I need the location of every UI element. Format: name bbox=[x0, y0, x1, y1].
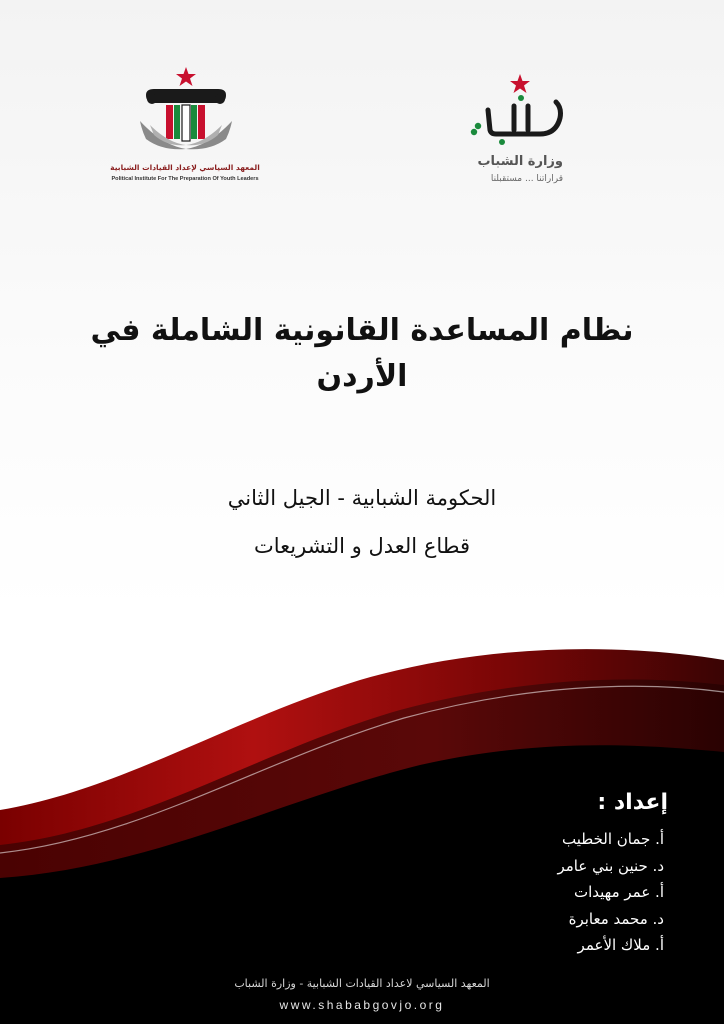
document-title bbox=[60, 308, 664, 400]
ministry-youth-logo-icon bbox=[460, 68, 575, 148]
subtitle-line-1: الحكومة الشبابية - الجيل الثاني bbox=[227, 486, 497, 510]
authors-heading: إعداد : bbox=[597, 790, 668, 815]
author-item: أ. عمر مهيدات bbox=[573, 883, 664, 901]
author-item: د. حنين بني عامر bbox=[557, 856, 664, 875]
ministry-tagline: قراراتنا ... مستقبلنا bbox=[490, 174, 563, 184]
institute-name-ar: المعهد السياسي لإعداد القيادات الشبابية bbox=[110, 163, 260, 172]
title-line-1: نظام المساعدة القانونية الشاملة في bbox=[90, 313, 634, 348]
footer-url: www.shababgovjo.org bbox=[279, 998, 445, 1012]
authors-list bbox=[557, 826, 664, 959]
author-item: د. محمد معابرة bbox=[568, 909, 664, 928]
ministry-name: وزارة الشباب bbox=[477, 154, 563, 169]
footer-organization: المعهد السياسي لاعداد القيادات الشبابية - وزارة الشباب bbox=[234, 977, 490, 990]
pillar-emblem-icon bbox=[100, 65, 270, 161]
institute-logo bbox=[100, 65, 270, 190]
author-item: أ. ملاك الأعمر bbox=[577, 936, 664, 954]
title-line-2: الأردن bbox=[316, 359, 408, 394]
institute-name-en: Political Institute For The Preparation Of Youth Leaders bbox=[111, 176, 259, 182]
author-item: أ. جمان الخطيب bbox=[562, 830, 664, 848]
ministry-logo bbox=[460, 68, 575, 193]
subtitle-line-2: قطاع العدل و التشريعات bbox=[253, 534, 471, 558]
